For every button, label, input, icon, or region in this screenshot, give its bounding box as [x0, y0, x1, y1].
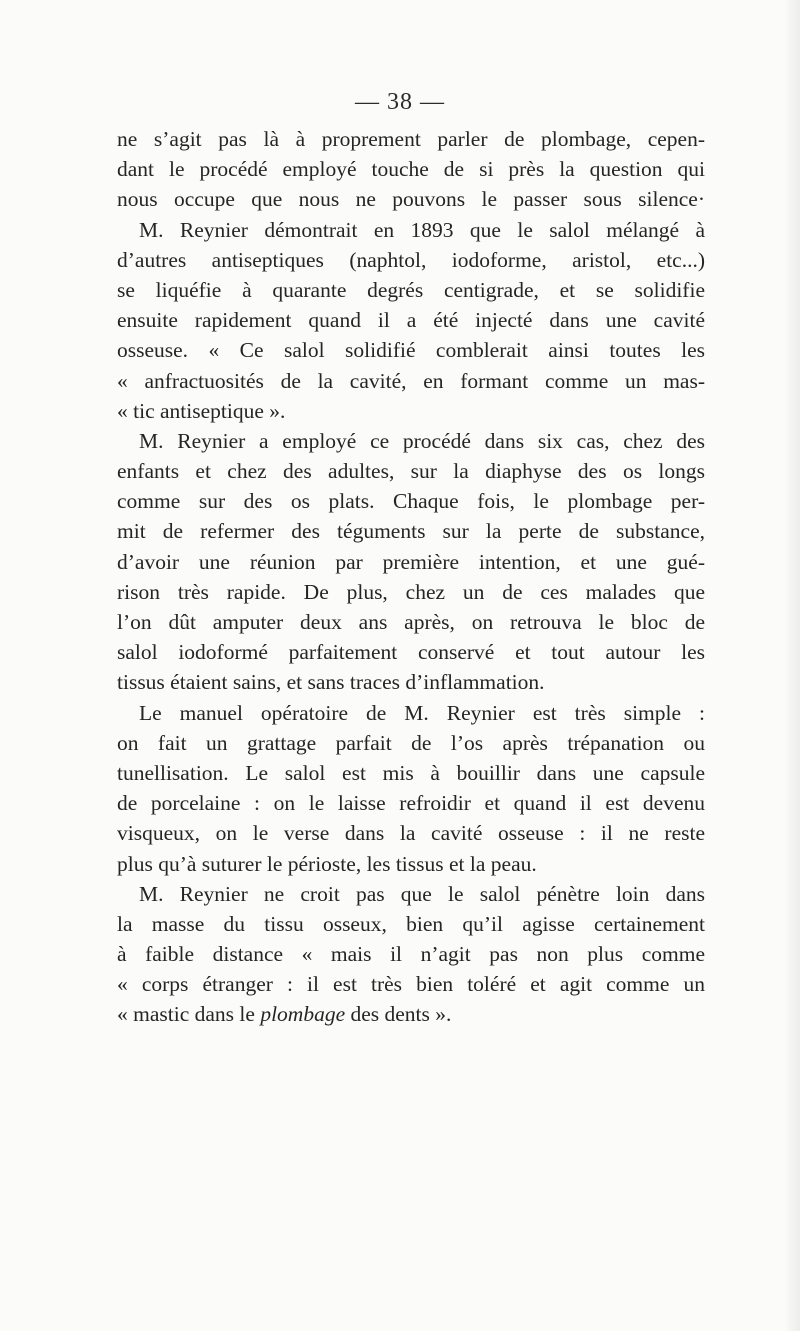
text-line: osseuse. « Ce salol solidifié comblerait ainsi toutes les: [117, 338, 705, 363]
italic-term: plombage: [260, 1002, 346, 1027]
text-line: dant le procédé employé touche de si près la question qui: [117, 157, 705, 182]
page-number: — 38 —: [355, 89, 445, 115]
text-line: ne s’agit pas là à proprement parler de plombage, cepen-: [117, 127, 705, 151]
text-line: tissus étaient sains, et sans traces d’inflammation.: [117, 670, 545, 695]
final-line-start: « mastic dans le: [117, 1002, 261, 1027]
text-line: d’avoir une réunion par première intention, et une gué-: [117, 549, 705, 574]
text-line: ensuite rapidement quand il a été injecté dans une cavité: [117, 308, 705, 333]
text-line: « anfractuosités de la cavité, en formant comme un mas-: [117, 368, 705, 393]
text-line: comme sur des os plats. Chaque fois, le plombage per-: [117, 489, 705, 514]
text-line: mit de refermer des téguments sur la perte de substance,: [117, 519, 705, 544]
text-line: M. Reynier ne croit pas que le salol pénètre loin dans: [139, 881, 705, 906]
page-edge-shadow: [784, 0, 800, 1331]
text-line: « corps étranger : il est très bien toléré et agit comme un: [117, 972, 705, 997]
text-line: rison très rapide. De plus, chez un de ces malades que: [117, 579, 705, 604]
text-line: la masse du tissu osseux, bien qu’il agisse certainement: [117, 911, 705, 936]
text-line: se liquéfie à quarante degrés centigrade, et se solidifie: [117, 277, 705, 302]
text-line: d’autres antiseptiques (naphtol, iodoforme, aristol, etc...): [117, 247, 705, 272]
final-line-end: des dents ».: [345, 1002, 452, 1027]
text-line: plus qu’à suturer le périoste, les tissus et la peau.: [117, 851, 537, 876]
text-line: de porcelaine : on le laisse refroidir et quand il est devenu: [117, 791, 705, 816]
text-line: « tic antiseptique ».: [117, 398, 286, 423]
text-line: enfants et chez des adultes, sur la diaphyse des os longs: [117, 459, 705, 484]
text-line-final: [117, 999, 705, 1029]
text-line: tunellisation. Le salol est mis à bouillir dans une capsule: [117, 760, 705, 785]
text-line: salol iodoformé parfaitement conservé et tout autour les: [117, 640, 705, 665]
text-line: M. Reynier démontrait en 1893 que le salol mélangé à: [139, 217, 705, 242]
text-line: M. Reynier a employé ce procédé dans six cas, chez des: [139, 428, 705, 453]
text-line: visqueux, on le verse dans la cavité osseuse : il ne reste: [117, 821, 705, 846]
text-line: nous occupe que nous ne pouvons le passer sous silence·: [117, 187, 705, 212]
body-text: [117, 124, 705, 1030]
text-line: à faible distance « mais il n’agit pas non plus comme: [117, 942, 705, 967]
text-line: l’on dût amputer deux ans après, on retrouva le bloc de: [117, 610, 705, 634]
text-line: Le manuel opératoire de M. Reynier est très simple :: [139, 700, 705, 725]
text-line: on fait un grattage parfait de l’os après trépanation ou: [117, 730, 705, 755]
